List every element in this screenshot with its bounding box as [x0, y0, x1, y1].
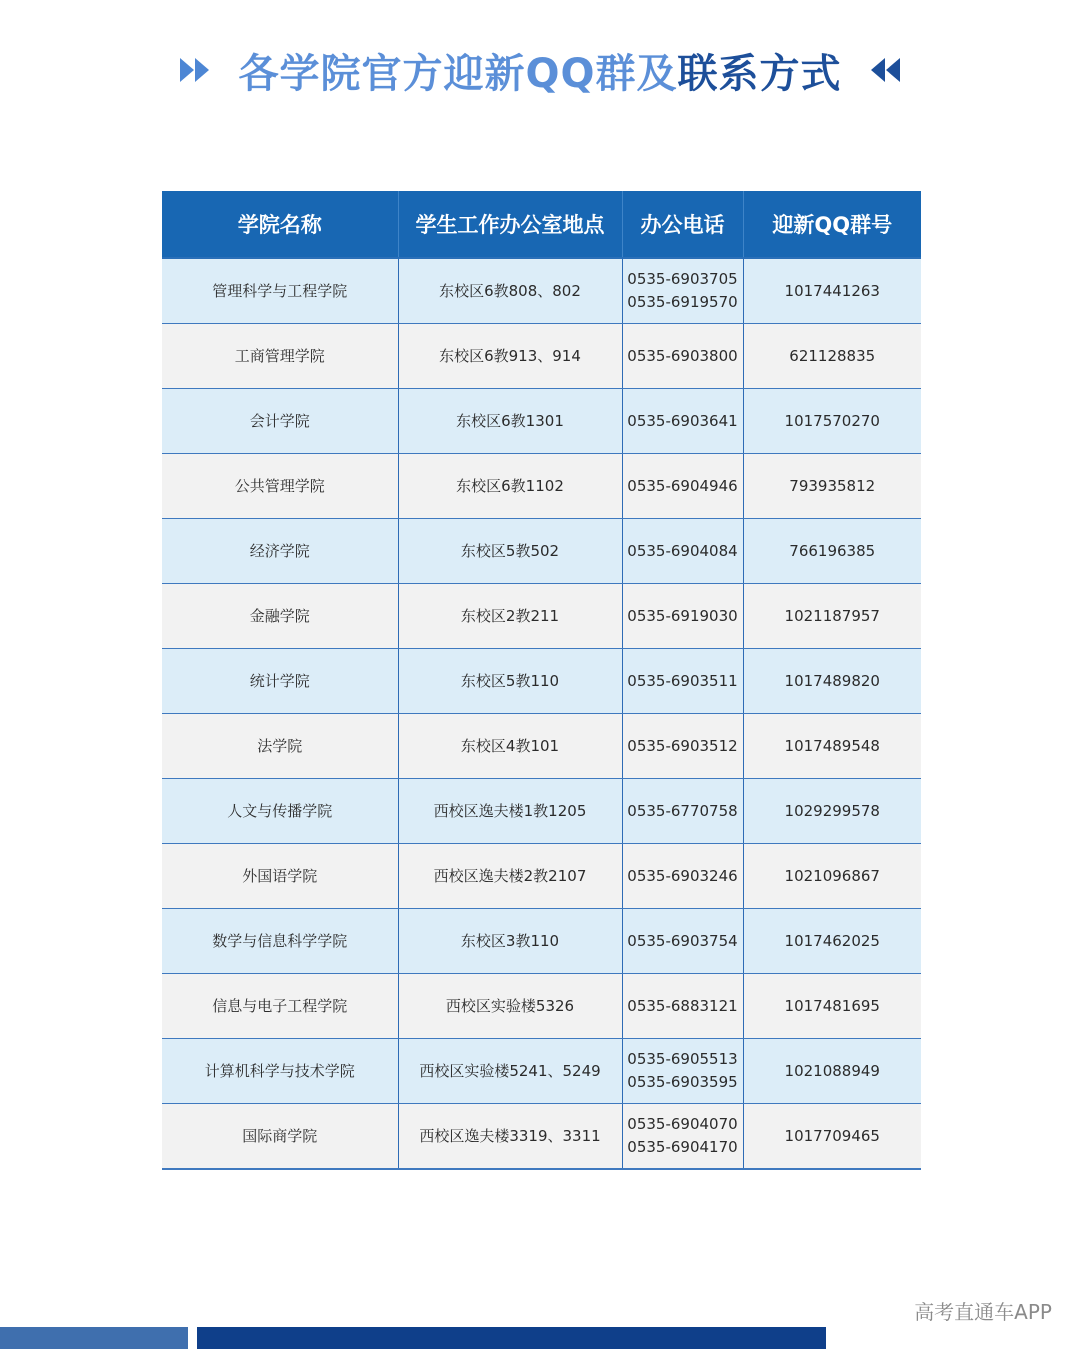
- cell-college-name: 工商管理学院: [162, 324, 398, 389]
- phone-number: 0535-6904070: [627, 1115, 738, 1133]
- double-chevron-left-icon: [864, 50, 904, 90]
- cell-office-phone: [622, 649, 743, 714]
- cell-qq-group: 793935812: [743, 454, 921, 519]
- cell-college-name: 人文与传播学院: [162, 779, 398, 844]
- phone-number: 0535-6883121: [627, 996, 738, 1015]
- cell-office-phone: [622, 258, 743, 324]
- cell-college-name: 会计学院: [162, 389, 398, 454]
- cell-college-name: 计算机科学与技术学院: [162, 1039, 398, 1104]
- cell-qq-group: 1021187957: [743, 584, 921, 649]
- cell-office-location: 西校区实验楼5326: [398, 974, 622, 1039]
- phone-number: 0535-6904170: [627, 1138, 738, 1156]
- cell-office-phone: [622, 714, 743, 779]
- cell-office-location: 东校区6教1301: [398, 389, 622, 454]
- table-row: [162, 519, 921, 584]
- page-title-bar: [0, 40, 1080, 100]
- table-header-row: [162, 191, 921, 258]
- phone-number: 0535-6903595: [627, 1073, 738, 1091]
- table-row: [162, 714, 921, 779]
- header-qq-group: 迎新QQ群号: [743, 191, 921, 258]
- phone-number: 0535-6904946: [627, 476, 738, 495]
- cell-qq-group: 1017489820: [743, 649, 921, 714]
- cell-college-name: 信息与电子工程学院: [162, 974, 398, 1039]
- cell-office-phone: [622, 844, 743, 909]
- cell-college-name: 统计学院: [162, 649, 398, 714]
- table-body: [162, 258, 921, 1169]
- cell-office-location: 西校区逸夫楼2教2107: [398, 844, 622, 909]
- cell-college-name: 外国语学院: [162, 844, 398, 909]
- cell-office-phone: [622, 454, 743, 519]
- phone-number: 0535-6919030: [627, 606, 738, 625]
- watermark: 高考直通车APP: [914, 1300, 1052, 1324]
- footer-bar-light: [0, 1327, 188, 1349]
- table-row: [162, 1104, 921, 1170]
- cell-office-location: 西校区逸夫楼1教1205: [398, 779, 622, 844]
- cell-office-phone: [622, 1104, 743, 1170]
- cell-office-phone: [622, 1039, 743, 1104]
- cell-qq-group: 621128835: [743, 324, 921, 389]
- cell-qq-group: 1021088949: [743, 1039, 921, 1104]
- table-row: [162, 974, 921, 1039]
- phone-number: 0535-6903800: [627, 346, 738, 365]
- cell-office-location: 东校区6教913、914: [398, 324, 622, 389]
- cell-office-location: 东校区5教502: [398, 519, 622, 584]
- table-row: [162, 779, 921, 844]
- phone-number: 0535-6903511: [627, 671, 738, 690]
- cell-qq-group: 766196385: [743, 519, 921, 584]
- cell-qq-group: 1017709465: [743, 1104, 921, 1170]
- cell-college-name: 公共管理学院: [162, 454, 398, 519]
- table-row: [162, 324, 921, 389]
- cell-office-phone: [622, 519, 743, 584]
- phone-number: 0535-6919570: [627, 293, 738, 311]
- cell-qq-group: 1017462025: [743, 909, 921, 974]
- cell-college-name: 国际商学院: [162, 1104, 398, 1170]
- cell-qq-group: 1017570270: [743, 389, 921, 454]
- table-row: [162, 389, 921, 454]
- cell-college-name: 法学院: [162, 714, 398, 779]
- cell-qq-group: 1029299578: [743, 779, 921, 844]
- cell-office-location: 东校区6教808、802: [398, 258, 622, 324]
- header-office-location: 学生工作办公室地点: [398, 191, 622, 258]
- cell-office-phone: [622, 909, 743, 974]
- table-row: [162, 1039, 921, 1104]
- phone-number: 0535-6903246: [627, 866, 738, 885]
- header-office-phone: 办公电话: [622, 191, 743, 258]
- cell-college-name: 经济学院: [162, 519, 398, 584]
- cell-qq-group: 1017441263: [743, 258, 921, 324]
- table-row: [162, 584, 921, 649]
- double-chevron-right-icon: [176, 50, 216, 90]
- table-row: [162, 909, 921, 974]
- table-row: [162, 454, 921, 519]
- cell-qq-group: 1021096867: [743, 844, 921, 909]
- cell-college-name: 金融学院: [162, 584, 398, 649]
- page-title: [238, 42, 841, 99]
- cell-office-location: 东校区3教110: [398, 909, 622, 974]
- cell-office-location: 东校区5教110: [398, 649, 622, 714]
- footer-bar-dark: [197, 1327, 826, 1349]
- cell-office-phone: [622, 389, 743, 454]
- page-title-part2: 联系方式: [677, 50, 842, 97]
- table-row: [162, 649, 921, 714]
- cell-college-name: 数学与信息科学学院: [162, 909, 398, 974]
- phone-number: 0535-6770758: [627, 801, 738, 820]
- phone-number: 0535-6905513: [627, 1050, 738, 1068]
- phone-number: 0535-6903705: [627, 270, 738, 288]
- table-row: [162, 844, 921, 909]
- cell-qq-group: 1017489548: [743, 714, 921, 779]
- cell-college-name: 管理科学与工程学院: [162, 258, 398, 324]
- cell-office-location: 东校区2教211: [398, 584, 622, 649]
- phone-number: 0535-6904084: [627, 541, 738, 560]
- cell-office-phone: [622, 974, 743, 1039]
- cell-office-location: 西校区逸夫楼3319、3311: [398, 1104, 622, 1170]
- table-row: [162, 258, 921, 324]
- header-college-name: 学院名称: [162, 191, 398, 258]
- cell-office-phone: [622, 779, 743, 844]
- phone-number: 0535-6903641: [627, 411, 738, 430]
- college-contact-table: [162, 191, 921, 1170]
- cell-office-phone: [622, 584, 743, 649]
- cell-qq-group: 1017481695: [743, 974, 921, 1039]
- cell-office-phone: [622, 324, 743, 389]
- cell-office-location: 西校区实验楼5241、5249: [398, 1039, 622, 1104]
- phone-number: 0535-6903512: [627, 736, 738, 755]
- page-title-part1: 各学院官方迎新QQ群及: [238, 50, 678, 97]
- cell-office-location: 东校区4教101: [398, 714, 622, 779]
- phone-number: 0535-6903754: [627, 931, 738, 950]
- cell-office-location: 东校区6教1102: [398, 454, 622, 519]
